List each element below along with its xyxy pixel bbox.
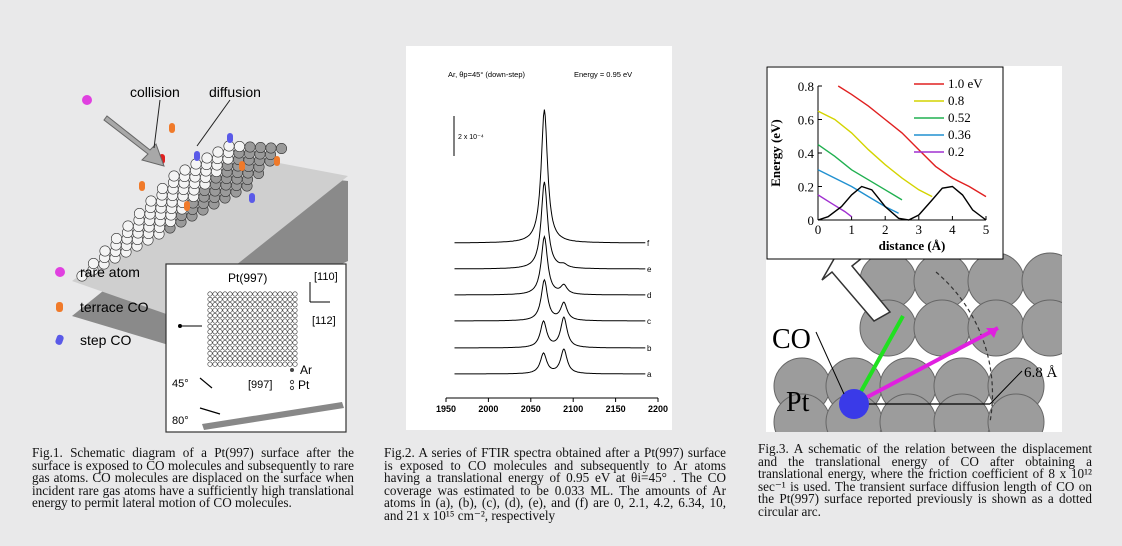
- legend-label: 0.8: [948, 93, 965, 108]
- x-tick-label: 2100: [563, 404, 584, 414]
- inset-title: Pt(997): [228, 271, 268, 285]
- x-tick-label: 1: [848, 222, 855, 237]
- pt-atom: [100, 246, 110, 256]
- spectrum-label-b: b: [646, 344, 652, 353]
- pt-label: Pt: [786, 387, 810, 418]
- legend-terrace: terrace CO: [80, 299, 149, 315]
- spectrum-c: [455, 280, 646, 321]
- fig1-panel: [52, 86, 348, 436]
- spectrum-d: [455, 237, 646, 295]
- y-tick-label: 0: [807, 213, 814, 228]
- spectrum-label-f: f: [646, 239, 650, 248]
- fig3-svg: [766, 66, 1062, 432]
- pt-atom: [1022, 300, 1062, 356]
- pt-atom: [234, 141, 244, 151]
- label-collision: collision: [130, 86, 180, 100]
- x-tick-label: 1950: [435, 404, 457, 414]
- co-molecule-icon: [227, 133, 233, 143]
- pt-atom: [134, 208, 144, 218]
- co-molecule-icon: [239, 161, 245, 171]
- spectrum-label-c: c: [646, 317, 651, 326]
- spectrum-f: [455, 110, 646, 243]
- inset-dir2: [112]: [312, 315, 336, 327]
- legend-rare-icon: [55, 267, 65, 277]
- angle80-label: 80°: [172, 415, 189, 427]
- fig3-panel: [766, 66, 1062, 432]
- legend-rare: rare atom: [80, 264, 140, 280]
- label-diffusion: diffusion: [209, 86, 261, 100]
- fig3-caption: Fig.3. A schematic of the relation between the displacement and the translational energy of CO after obtaining a translational energy, where the friction coefficient of 8 x 10¹² sec⁻¹ is used. The transient surface diffusion length of CO on the Pt(997) surface reported previously is shown as a dotted circular arc.: [758, 441, 1092, 519]
- step-label: [997]: [248, 379, 273, 391]
- co-label: CO: [772, 324, 811, 355]
- legend-step-icon: [55, 334, 65, 346]
- legend-terrace-icon: [56, 302, 63, 312]
- pt-atom: [157, 183, 167, 193]
- x-axis-label: distance (Å): [878, 238, 946, 253]
- pt-atom: [266, 143, 276, 153]
- legend-label: 1.0 eV: [948, 76, 983, 91]
- spectrum-label-a: a: [646, 370, 652, 379]
- inset-ar-dot: [178, 324, 182, 328]
- y-tick-label: 0.2: [797, 179, 814, 195]
- co-molecule-icon: [184, 201, 190, 211]
- y-tick-label: 0.6: [797, 112, 814, 128]
- angle45-label: 45°: [172, 378, 189, 390]
- y-tick-label: 0.4: [797, 146, 814, 161]
- pt-key-label: Pt: [298, 378, 310, 392]
- legend-step: step CO: [80, 332, 132, 348]
- legend: [55, 264, 149, 348]
- ar-key-dot: [290, 368, 294, 372]
- y-tick-label: 0.8: [797, 79, 814, 94]
- spectrum-label-e: e: [646, 265, 652, 274]
- pt-atom: [123, 221, 133, 231]
- x-ticks: [436, 398, 668, 414]
- spectrum-a: [455, 349, 646, 374]
- co-molecule-icon: [194, 151, 200, 161]
- x-tick-label: 2200: [647, 404, 669, 414]
- co-molecule-icon: [274, 156, 280, 166]
- x-tick-label: 2000: [478, 404, 499, 414]
- pt-atom: [146, 196, 156, 206]
- pt-atom: [276, 143, 286, 153]
- fig1-illustration: [52, 86, 348, 436]
- x-tick-label: 2: [881, 222, 889, 237]
- pt-atom: [169, 171, 179, 181]
- fig2-caption: Fig.2. A series of FTIR spectra obtained after a Pt(997) surface is exposed to CO molecules and subsequently to Ar atoms having a translational energy of 0.95 eV at θi=45° . The CO coverage was estimated to be 0.033 ML. The amounts of Ar atoms in (a), (b), (c), (d), (e), and (f) are 0, 2.1, 4.2, 6.34, 10, and 21 x 10¹⁵ cm⁻², respectively: [384, 445, 726, 523]
- y-axis-label: Energy (eV): [768, 119, 783, 187]
- x-tick-label: 3: [915, 222, 923, 237]
- x-tick-label: 2150: [605, 404, 626, 414]
- pointer-collision: [154, 100, 160, 148]
- pt-atom: [255, 142, 265, 152]
- x-tick-label: 5: [982, 222, 990, 237]
- co-molecule-icon: [169, 123, 175, 133]
- chart-header-left: Ar, θp=45° (down-step): [448, 70, 525, 79]
- ar-key-label: Ar: [300, 363, 312, 377]
- spectrum-label-d: d: [646, 291, 652, 300]
- distance-label: 6.8 Å: [1024, 365, 1058, 381]
- rare-atom-icon: [82, 95, 92, 105]
- pt-atom: [245, 142, 255, 152]
- pt-atom: [213, 147, 223, 157]
- pt-atoms: [774, 253, 1062, 432]
- legend-label: 0.52: [948, 110, 971, 125]
- chart-header-right: Energy = 0.95 eV: [574, 70, 633, 79]
- legend-label: 0.36: [948, 127, 971, 142]
- pt-atom: [202, 153, 212, 163]
- fig2-panel: [406, 46, 672, 430]
- pointer-diffusion: [197, 100, 230, 146]
- pt-atom: [111, 233, 121, 243]
- plot-area: [455, 110, 652, 379]
- scale-bar-label: 2 x 10⁻⁴: [458, 134, 484, 141]
- x-tick-label: 2050: [520, 404, 541, 414]
- fig1-caption: Fig.1. Schematic diagram of a Pt(997) surface after the surface is exposed to CO molecules and subsequently to rare gas atoms. CO molecules are displaced on the surface when incident rare gas atoms have a sufficiently high translational energy to permit lateral motion of CO molecules.: [32, 445, 354, 511]
- co-molecule-icon: [249, 193, 255, 203]
- x-tick-label: 4: [949, 222, 956, 237]
- co-molecule-icon: [139, 181, 145, 191]
- legend-label: 0.2: [948, 144, 965, 159]
- inset-dir1: [110]: [314, 271, 338, 283]
- ftir-chart: [406, 46, 672, 430]
- pt-atom: [180, 165, 190, 175]
- x-tick-label: 0: [814, 222, 822, 237]
- spectrum-b: [455, 317, 646, 348]
